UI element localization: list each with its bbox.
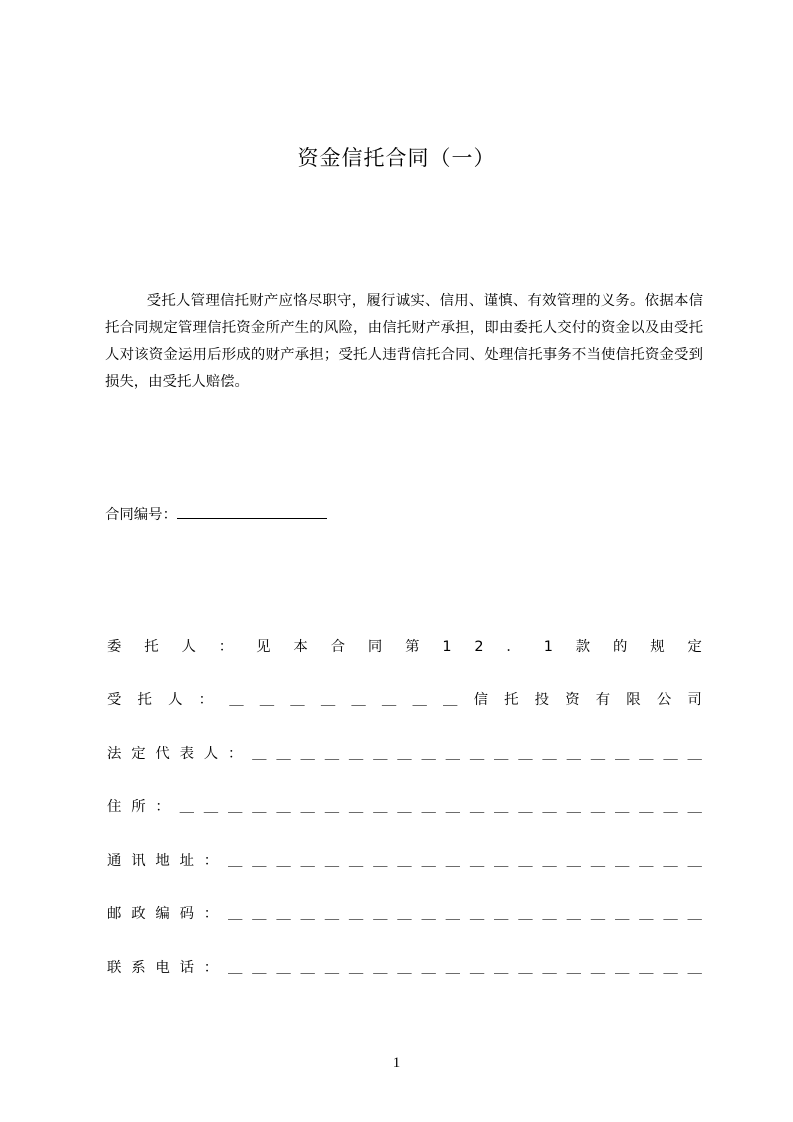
field-char: ＿ xyxy=(421,960,436,976)
field-mailing-address xyxy=(107,850,702,872)
field-char: 话 xyxy=(179,960,194,976)
field-char: ＿ xyxy=(421,746,436,762)
field-char: ＿ xyxy=(445,853,461,869)
field-char: ＿ xyxy=(639,960,654,976)
field-char: ＿ xyxy=(590,960,606,976)
field-char: ＿ xyxy=(324,853,340,869)
field-char: 公 xyxy=(656,692,672,708)
field-char: ＿ xyxy=(518,853,533,869)
field-char: 讯 xyxy=(131,853,146,869)
field-char: ＿ xyxy=(469,853,485,869)
field-char: 住 xyxy=(107,799,122,815)
field-char: ＿ xyxy=(252,906,267,922)
field-char: ＿ xyxy=(590,746,606,762)
field-char: 合 xyxy=(330,639,345,655)
field-char: ＿ xyxy=(445,960,461,976)
field-char: ＿ xyxy=(445,746,461,762)
field-char: ＿ xyxy=(614,746,630,762)
contract-number-line xyxy=(105,504,327,525)
field-char: 有 xyxy=(595,692,611,708)
field-char: ＿ xyxy=(614,853,630,869)
field-char: 1 xyxy=(442,639,452,655)
field-char: 限 xyxy=(626,692,641,708)
field-char: 司 xyxy=(687,692,702,708)
field-char: 通 xyxy=(107,853,122,869)
field-char: ＿ xyxy=(252,960,267,976)
field-char: 联 xyxy=(107,960,122,976)
field-char: ＿ xyxy=(252,746,267,762)
field-char: ＿ xyxy=(203,799,219,815)
field-char: 法 xyxy=(107,746,122,762)
field-char: ＿ xyxy=(614,799,630,815)
field-char: ＿ xyxy=(276,746,291,762)
field-char: ＿ xyxy=(590,906,606,922)
field-char: ＿ xyxy=(227,853,243,869)
field-char: 电 xyxy=(155,960,170,976)
field-char: ＿ xyxy=(518,906,533,922)
field-char: ＿ xyxy=(348,746,364,762)
field-char: ＿ xyxy=(639,853,654,869)
field-char: 的 xyxy=(612,639,628,655)
field-char: ＿ xyxy=(252,799,267,815)
field-char: ＿ xyxy=(300,853,315,869)
field-char: 资 xyxy=(565,692,580,708)
field-char: 托 xyxy=(144,639,159,655)
field-char: ＿ xyxy=(348,799,364,815)
field-char: 2 xyxy=(474,639,484,655)
field-char: ＿ xyxy=(324,960,340,976)
field-char: 定 xyxy=(131,746,146,762)
field-char: ＿ xyxy=(469,799,485,815)
field-char: ＿ xyxy=(469,746,485,762)
field-char: ＿ xyxy=(324,906,340,922)
field-trustee xyxy=(107,689,702,711)
field-char: ＿ xyxy=(412,692,427,708)
field-char: ＿ xyxy=(663,906,678,922)
field-char: ＿ xyxy=(348,960,364,976)
field-char: ＿ xyxy=(227,960,243,976)
field-char: ＿ xyxy=(373,746,388,762)
field-char: ＿ xyxy=(397,906,412,922)
field-char: ＿ xyxy=(494,746,509,762)
field-char: ＿ xyxy=(614,906,630,922)
field-char: ＿ xyxy=(421,906,436,922)
field-char: 编 xyxy=(155,906,170,922)
field-char: ＿ xyxy=(494,906,509,922)
field-char: ＿ xyxy=(300,746,315,762)
field-address xyxy=(107,796,702,818)
field-char: ＿ xyxy=(469,960,485,976)
field-char: ＿ xyxy=(445,906,461,922)
field-char: 所 xyxy=(131,799,146,815)
field-char: 见 xyxy=(256,639,271,655)
field-char: 受 xyxy=(107,692,122,708)
field-char: ＿ xyxy=(469,906,485,922)
field-char: ＿ xyxy=(518,746,533,762)
field-char: ＿ xyxy=(290,692,305,708)
field-char: ＿ xyxy=(494,960,509,976)
field-char: 定 xyxy=(687,639,702,655)
contract-number-blank xyxy=(177,504,327,519)
field-char: ＿ xyxy=(663,746,678,762)
field-char: 投 xyxy=(534,692,550,708)
field-postal-code xyxy=(107,903,702,925)
field-char: ＿ xyxy=(663,853,678,869)
field-char: 同 xyxy=(367,639,383,655)
field-char: 邮 xyxy=(107,906,122,922)
field-truster xyxy=(107,636,702,658)
field-char: ． xyxy=(506,639,521,655)
field-char: ＿ xyxy=(276,906,291,922)
field-char: ＿ xyxy=(542,906,557,922)
field-char: 规 xyxy=(650,639,665,655)
field-char: ＿ xyxy=(229,692,244,708)
field-char: ＿ xyxy=(566,960,581,976)
field-char: ＿ xyxy=(687,906,702,922)
field-char: ＿ xyxy=(276,799,291,815)
field-char: 1 xyxy=(543,639,553,655)
contract-number-label: 合同编号： xyxy=(105,507,177,523)
field-char: 系 xyxy=(131,960,146,976)
field-char: ＿ xyxy=(566,853,581,869)
field-char: ＿ xyxy=(639,906,654,922)
field-char: ＿ xyxy=(373,853,388,869)
field-char: ＿ xyxy=(443,692,458,708)
field-char: ＿ xyxy=(421,853,436,869)
field-char: ＿ xyxy=(687,960,702,976)
field-char: ＿ xyxy=(324,799,340,815)
field-char: 地 xyxy=(155,853,170,869)
field-char: 码 xyxy=(179,906,194,922)
field-char: ＿ xyxy=(348,906,364,922)
field-char: ＿ xyxy=(566,746,581,762)
field-char: ： xyxy=(218,639,234,655)
field-char: ＿ xyxy=(300,906,315,922)
field-char: ＿ xyxy=(373,960,388,976)
field-char: 人 xyxy=(181,639,196,655)
field-char: ： xyxy=(203,906,219,922)
field-char: 托 xyxy=(504,692,519,708)
field-char: ＿ xyxy=(542,960,557,976)
field-char: ＿ xyxy=(300,960,315,976)
field-char: ＿ xyxy=(542,853,557,869)
field-char: ＿ xyxy=(397,799,412,815)
field-char: ＿ xyxy=(687,746,702,762)
field-char: ＿ xyxy=(227,799,243,815)
field-char: ＿ xyxy=(348,853,364,869)
field-char: ＿ xyxy=(397,853,412,869)
field-char: ＿ xyxy=(614,960,630,976)
field-char: ＿ xyxy=(542,746,557,762)
field-char: ： xyxy=(203,853,219,869)
field-char: ＿ xyxy=(276,960,291,976)
field-char: 本 xyxy=(293,639,308,655)
field-char: ＿ xyxy=(639,799,654,815)
field-char: ＿ xyxy=(590,799,606,815)
field-char: 人 xyxy=(203,746,219,762)
field-char: 信 xyxy=(473,692,488,708)
field-char: 政 xyxy=(131,906,146,922)
field-char: ＿ xyxy=(324,746,340,762)
field-char: ＿ xyxy=(590,853,606,869)
field-char: ＿ xyxy=(445,799,461,815)
field-char: ＿ xyxy=(687,799,702,815)
field-char: 款 xyxy=(575,639,591,655)
field-char: ＿ xyxy=(518,799,533,815)
field-char: ＿ xyxy=(373,906,388,922)
field-char: ： xyxy=(227,746,243,762)
field-char: ＿ xyxy=(566,799,581,815)
field-char: ＿ xyxy=(518,960,533,976)
field-char: ＿ xyxy=(179,799,194,815)
field-char: ＿ xyxy=(381,692,397,708)
page-number: 1 xyxy=(392,1055,401,1071)
field-legal-representative xyxy=(107,743,702,765)
field-char: ＿ xyxy=(259,692,275,708)
field-char: ＿ xyxy=(687,853,702,869)
field-char: ＿ xyxy=(639,746,654,762)
field-phone xyxy=(107,957,702,979)
field-char: 委 xyxy=(107,639,122,655)
field-char: ： xyxy=(155,799,170,815)
field-char: ＿ xyxy=(300,799,315,815)
field-char: ＿ xyxy=(351,692,366,708)
field-char: 托 xyxy=(137,692,152,708)
field-char: ＿ xyxy=(494,799,509,815)
field-char: 人 xyxy=(168,692,183,708)
field-char: ＿ xyxy=(397,960,412,976)
field-char: 址 xyxy=(179,853,194,869)
field-char: ＿ xyxy=(566,906,581,922)
field-char: ＿ xyxy=(320,692,336,708)
field-char: ： xyxy=(198,692,214,708)
field-char: 第 xyxy=(405,639,420,655)
field-char: ＿ xyxy=(276,853,291,869)
document-title: 资金信托合同（一） xyxy=(297,146,496,170)
field-char: ＿ xyxy=(663,960,678,976)
field-char: ＿ xyxy=(252,853,267,869)
field-char: ＿ xyxy=(494,853,509,869)
field-char: ＿ xyxy=(421,799,436,815)
field-char: ＿ xyxy=(542,799,557,815)
field-char: ＿ xyxy=(397,746,412,762)
intro-paragraph: 受托人管理信托财产应恪尽职守，履行诚实、信用、谨慎、有效管理的义务。依据本信托合同规定管理信托资金所产生的风险，由信托财产承担，即由委托人交付的资金以及由受托人对该资金运用后形成的财产承担；受托人违背信托合同、处理信托事务不当使信托资金受到损失，由受托人赔偿。 xyxy=(105,293,703,390)
field-char: ： xyxy=(203,960,219,976)
field-char: ＿ xyxy=(373,799,388,815)
field-char: 表 xyxy=(179,746,194,762)
field-char: ＿ xyxy=(227,906,243,922)
field-char: 代 xyxy=(155,746,170,762)
field-char: ＿ xyxy=(663,799,678,815)
